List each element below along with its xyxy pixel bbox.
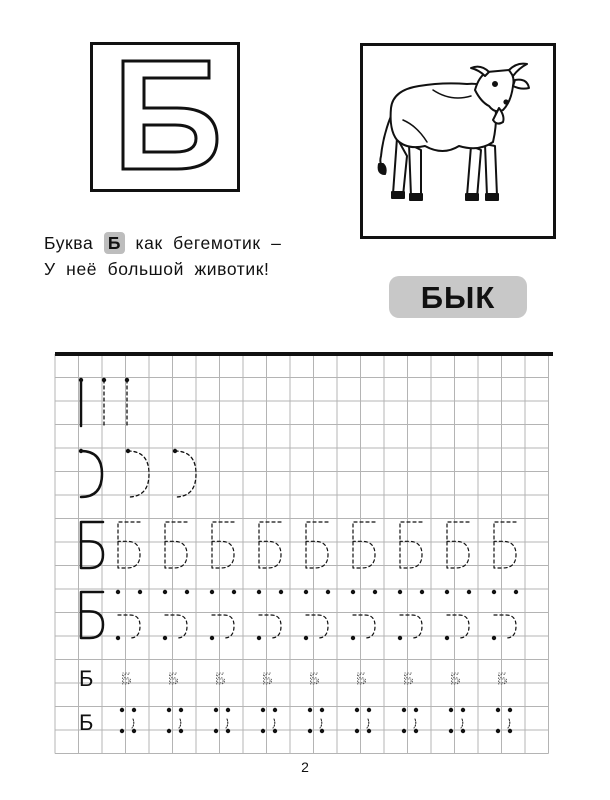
trace-letter-b-small: Б: [262, 671, 273, 688]
guide-dot: [261, 708, 265, 712]
trace-letter-b-small: Б: [450, 671, 461, 688]
guide-dot: [257, 636, 261, 640]
stroke-arc: [81, 451, 102, 497]
guide-dot: [420, 590, 424, 594]
guide-dot: [461, 729, 465, 733]
guide-dot: [167, 708, 171, 712]
guide-dot: [132, 729, 136, 733]
trace-letter-b: [259, 522, 281, 568]
practice-letter-small: Б: [79, 710, 94, 735]
guide-dot: [279, 590, 283, 594]
guide-dot: [402, 729, 406, 733]
guide-dot: [120, 729, 124, 733]
guide-dot: [138, 590, 142, 594]
word-badge: БЫК: [389, 276, 527, 318]
stroke-letter-b: [81, 522, 103, 568]
guide-dot: [414, 729, 418, 733]
guide-dot: [496, 729, 500, 733]
guide-dot: [402, 708, 406, 712]
guide-dot: [308, 708, 312, 712]
guide-dot: [449, 708, 453, 712]
trace-letter-b: [118, 522, 140, 568]
trace-letter-b-small: Б: [121, 671, 132, 688]
page-number: 2: [301, 759, 309, 775]
guide-dot: [116, 590, 120, 594]
guide-dot: [445, 590, 449, 594]
rhyme-line-1-suffix: как бегемотик –: [135, 233, 282, 253]
trace-letter-b-partial: [353, 615, 375, 638]
guide-dot: [232, 590, 236, 594]
guide-dot: [214, 729, 218, 733]
stroke-letter-b: [81, 592, 103, 638]
trace-arc: [175, 451, 196, 497]
trace-letter-b-small: Б: [215, 671, 226, 688]
trace-letter-b-small: Б: [497, 671, 508, 688]
guide-dot: [355, 708, 359, 712]
trace-curve-small: [461, 719, 463, 728]
guide-dot: [132, 708, 136, 712]
trace-letter-b-partial: [165, 615, 187, 638]
trace-letter-b: [306, 522, 328, 568]
guide-dot: [210, 636, 214, 640]
guide-dot: [179, 708, 183, 712]
guide-dot: [308, 729, 312, 733]
trace-letter-b: [165, 522, 187, 568]
trace-letter-b-partial: [447, 615, 469, 638]
trace-letter-b: [400, 522, 422, 568]
rhyme-line-2: У неё большой животик!: [44, 259, 270, 279]
guide-dot: [273, 708, 277, 712]
trace-curve-small: [367, 719, 369, 728]
guide-dot: [373, 590, 377, 594]
trace-curve-small: [273, 719, 275, 728]
trace-curve-small: [179, 719, 181, 728]
guide-dot: [320, 729, 324, 733]
trace-letter-b-partial: [259, 615, 281, 638]
guide-dot: [116, 636, 120, 640]
guide-dot: [185, 590, 189, 594]
guide-dot: [508, 729, 512, 733]
guide-dot: [163, 590, 167, 594]
trace-letter-b: [212, 522, 234, 568]
guide-dot: [492, 636, 496, 640]
guide-dot: [355, 729, 359, 733]
guide-dot: [414, 708, 418, 712]
guide-dot: [320, 708, 324, 712]
guide-dot: [257, 590, 261, 594]
trace-letter-b-partial: [118, 615, 140, 638]
trace-curve-small: [414, 719, 416, 728]
guide-dot: [179, 729, 183, 733]
trace-letter-b-partial: [306, 615, 328, 638]
guide-dot: [467, 590, 471, 594]
trace-letter-b: [447, 522, 469, 568]
guide-dot: [461, 708, 465, 712]
guide-dot: [326, 590, 330, 594]
guide-dot: [210, 590, 214, 594]
guide-dot: [261, 729, 265, 733]
guide-dot: [304, 590, 308, 594]
trace-letter-b-partial: [212, 615, 234, 638]
trace-letter-b: [353, 522, 375, 568]
guide-dot: [304, 636, 308, 640]
guide-dot: [167, 729, 171, 733]
guide-dot: [226, 729, 230, 733]
guide-dot: [496, 708, 500, 712]
guide-dot: [226, 708, 230, 712]
guide-dot: [79, 449, 83, 453]
trace-curve-small: [132, 719, 134, 728]
guide-dot: [514, 590, 518, 594]
guide-dot: [351, 636, 355, 640]
trace-curve-small: [320, 719, 322, 728]
guide-dot: [508, 708, 512, 712]
trace-letter-b: [494, 522, 516, 568]
trace-arc: [128, 451, 149, 497]
trace-letter-b-small: Б: [168, 671, 179, 688]
trace-letter-b-small: Б: [309, 671, 320, 688]
trace-letter-b-partial: [494, 615, 516, 638]
trace-letter-b-partial: [400, 615, 422, 638]
guide-dot: [163, 636, 167, 640]
trace-letter-b-small: Б: [403, 671, 414, 688]
guide-dot: [492, 590, 496, 594]
guide-dot: [398, 636, 402, 640]
trace-curve-small: [226, 719, 228, 728]
guide-dot: [367, 708, 371, 712]
rhyme-line-1-prefix: Буква: [44, 233, 94, 253]
guide-dot: [445, 636, 449, 640]
trace-letter-b-small: Б: [356, 671, 367, 688]
trace-curve-small: [508, 719, 510, 728]
guide-dot: [449, 729, 453, 733]
guide-dot: [79, 378, 83, 382]
rhyme-highlight-letter: Б: [104, 232, 125, 254]
guide-dot: [214, 708, 218, 712]
guide-dot: [120, 708, 124, 712]
guide-dot: [351, 590, 355, 594]
guide-dot: [367, 729, 371, 733]
guide-dot: [398, 590, 402, 594]
guide-dot: [273, 729, 277, 733]
practice-letter-small: Б: [79, 666, 94, 691]
